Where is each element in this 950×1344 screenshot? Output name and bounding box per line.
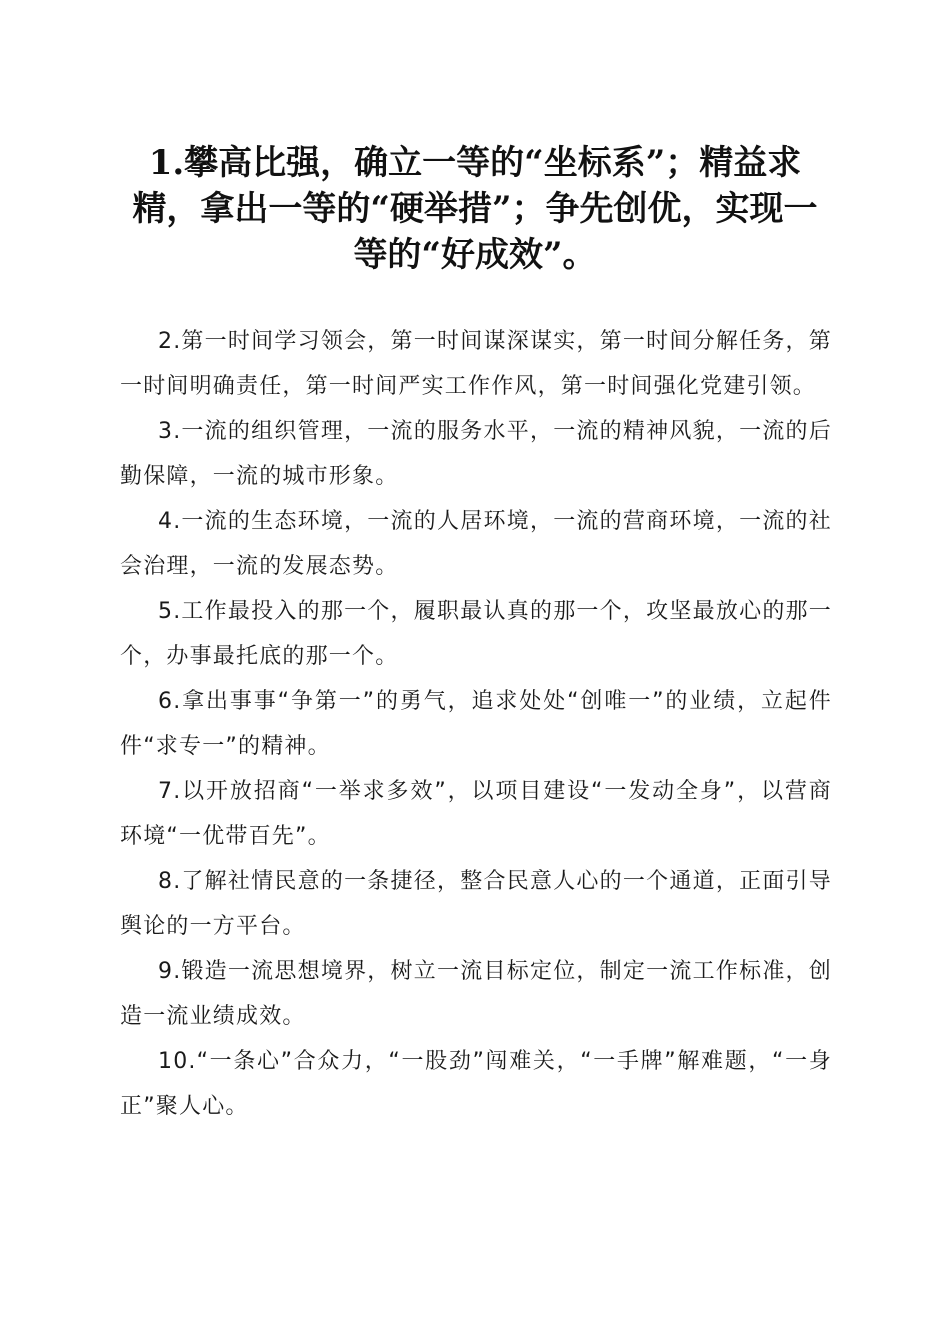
paragraph-9: 9.锻造一流思想境界，树立一流目标定位，制定一流工作标准，创造一流业绩成效。 bbox=[120, 959, 832, 1029]
paragraph-10: 10.“一条心”合众力，“一股劲”闯难关，“一手牌”解难题，“一身正”聚人心。 bbox=[120, 1049, 832, 1119]
paragraph-3: 3.一流的组织管理，一流的服务水平，一流的精神风貌，一流的后勤保障，一流的城市形象。 bbox=[120, 419, 832, 489]
paragraph-6: 6.拿出事事“争第一”的勇气，追求处处“创唯一”的业绩，立起件件“求专一”的精神。 bbox=[120, 689, 832, 759]
document-body bbox=[120, 320, 832, 1130]
document-title: 1.攀高比强，确立一等的“坐标系”；精益求精，拿出一等的“硬举措”；争先创优，实现一等的“好成效”。 bbox=[132, 143, 818, 275]
paragraph-8: 8.了解社情民意的一条捷径，整合民意人心的一个通道，正面引导舆论的一方平台。 bbox=[120, 869, 832, 939]
paragraph-4: 4.一流的生态环境，一流的人居环境，一流的营商环境，一流的社会治理，一流的发展态势。 bbox=[120, 509, 832, 579]
paragraph-5: 5.工作最投入的那一个，履职最认真的那一个，攻坚最放心的那一个，办事最托底的那一个。 bbox=[120, 599, 832, 669]
paragraph-2: 2.第一时间学习领会，第一时间谋深谋实，第一时间分解任务，第一时间明确责任，第一时间严实工作作风，第一时间强化党建引领。 bbox=[120, 329, 832, 399]
paragraph-7: 7.以开放招商“一举求多效”，以项目建设“一发动全身”，以营商环境“一优带百先”。 bbox=[120, 779, 832, 849]
